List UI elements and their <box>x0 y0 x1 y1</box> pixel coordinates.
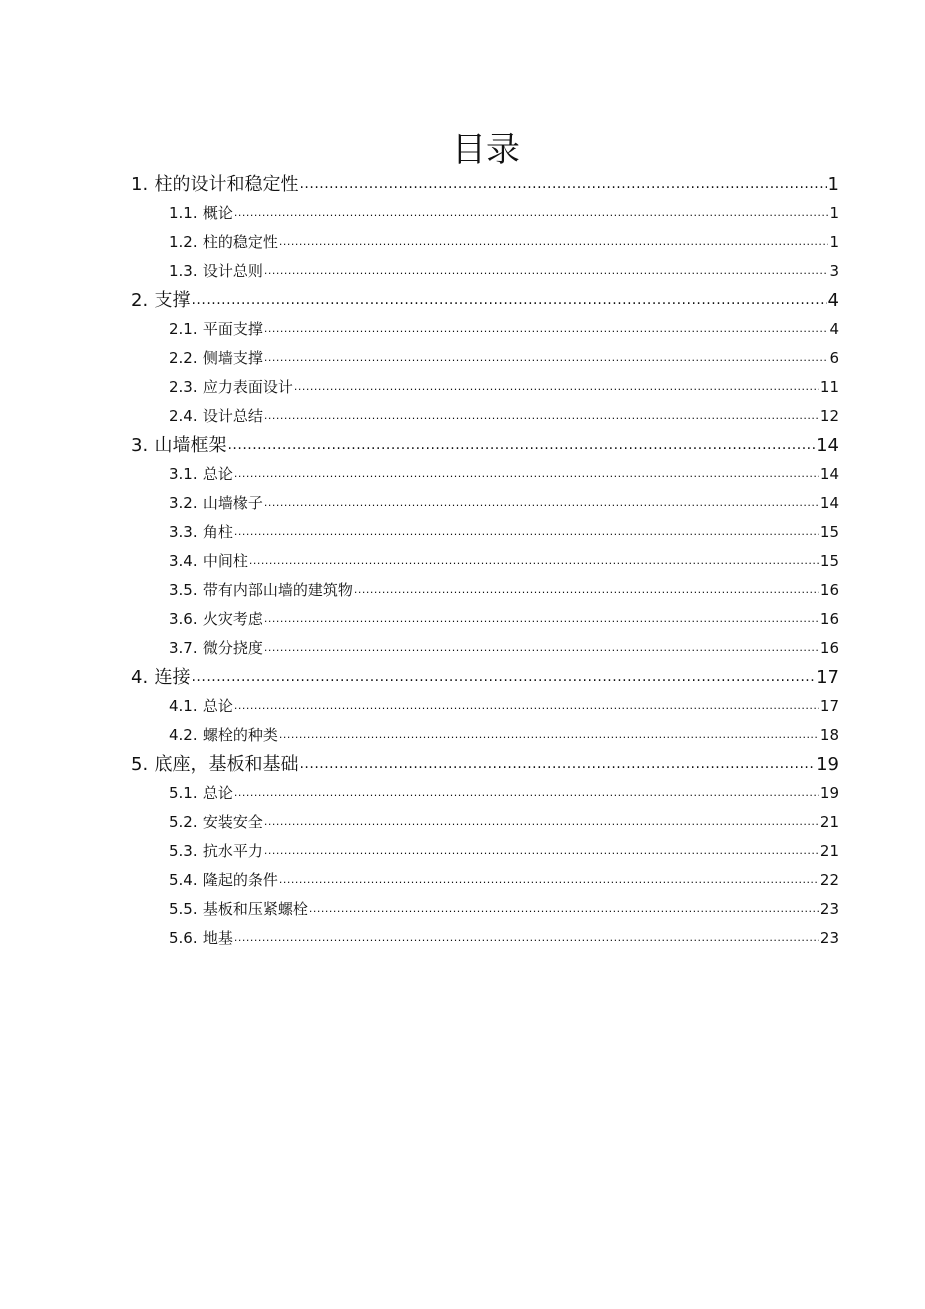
toc-entry-number: 2.4. <box>169 407 198 425</box>
toc-entry-number: 5.3. <box>169 842 198 860</box>
toc-entry-label: 山墙框架 <box>154 435 227 456</box>
toc-section-entry[interactable] <box>131 750 839 779</box>
toc-entry-number: 3.1. <box>169 465 198 483</box>
toc-section-entry[interactable] <box>131 431 839 460</box>
toc-entry-number: 3.5. <box>169 581 198 599</box>
toc-entry-number: 4.2. <box>169 726 198 744</box>
toc-entry-label: 角柱 <box>202 523 233 541</box>
toc-entry-label: 底座，基板和基础 <box>154 754 299 775</box>
toc-page-number: 3 <box>829 262 839 280</box>
toc-subsection-entry[interactable] <box>169 779 839 808</box>
toc-page-number: 22 <box>819 871 839 889</box>
toc-entry-label: 连接 <box>154 667 191 688</box>
toc-entry-number: 1.2. <box>169 233 198 251</box>
toc-dot-leader <box>234 777 819 807</box>
toc-entry-label: 应力表面设计 <box>202 378 293 396</box>
toc-entry-number: 1.3. <box>169 262 198 280</box>
toc-page-number: 4 <box>829 320 839 338</box>
toc-subsection-entry[interactable] <box>169 547 839 576</box>
toc-page-number: 23 <box>819 929 839 947</box>
toc-subsection-entry[interactable] <box>169 315 839 344</box>
toc-subsection-entry[interactable] <box>169 895 839 924</box>
toc-subsection-entry[interactable] <box>169 344 839 373</box>
toc-entry-label: 火灾考虑 <box>202 610 263 628</box>
toc-entry-number: 3. <box>131 435 149 456</box>
toc-dot-leader <box>264 835 819 865</box>
toc-page-number: 11 <box>819 378 839 396</box>
toc-dot-leader <box>264 313 829 343</box>
toc-entry-number: 3.2. <box>169 494 198 512</box>
toc-entry-label: 总论 <box>202 697 233 715</box>
toc-page-number: 1 <box>827 174 839 195</box>
toc-dot-leader <box>264 342 829 372</box>
toc-page-number: 19 <box>816 754 839 775</box>
toc-entry-label: 带有内部山墙的建筑物 <box>202 581 353 599</box>
toc-dot-leader <box>234 197 829 227</box>
toc-page-number: 21 <box>819 842 839 860</box>
toc-dot-leader <box>234 922 819 952</box>
toc-entry-label: 设计总结 <box>202 407 263 425</box>
toc-subsection-entry[interactable] <box>169 605 839 634</box>
toc-entry-number: 2.2. <box>169 349 198 367</box>
toc-section <box>0 170 925 286</box>
toc-entry-label: 侧墙支撑 <box>202 349 263 367</box>
toc-entry-label: 中间柱 <box>202 552 248 570</box>
toc-subsection-entry[interactable] <box>169 576 839 605</box>
toc-entry-number: 2.3. <box>169 378 198 396</box>
toc-entry-label: 微分挠度 <box>202 639 263 657</box>
toc-entry-label: 总论 <box>202 784 233 802</box>
toc-dot-leader <box>264 632 819 662</box>
toc-subsection-entry[interactable] <box>169 199 839 228</box>
toc-subsection-entry[interactable] <box>169 808 839 837</box>
toc-entry-label: 地基 <box>202 929 233 947</box>
toc-subsection-entry[interactable] <box>169 634 839 663</box>
toc-section <box>0 431 925 663</box>
toc-dot-leader <box>264 603 819 633</box>
toc-dot-leader <box>227 429 815 460</box>
page-title: 目录 <box>452 130 520 170</box>
toc-section-entry[interactable] <box>131 170 839 199</box>
toc-entry-label: 隆起的条件 <box>202 871 278 889</box>
toc-page-number: 23 <box>819 900 839 918</box>
toc-entry-number: 2.1. <box>169 320 198 338</box>
toc-dot-leader <box>354 574 819 604</box>
toc-dot-leader <box>309 893 819 923</box>
toc-page-number: 16 <box>819 581 839 599</box>
toc-entry-label: 平面支撑 <box>202 320 263 338</box>
toc-subsection-entry[interactable] <box>169 228 839 257</box>
toc-dot-leader <box>234 690 819 720</box>
toc-dot-leader <box>191 284 826 315</box>
toc-entry-number: 5.6. <box>169 929 198 947</box>
toc-subsection-entry[interactable] <box>169 837 839 866</box>
toc-dot-leader <box>249 545 819 575</box>
toc-entry-label: 螺栓的种类 <box>202 726 278 744</box>
toc-entry-number: 4.1. <box>169 697 198 715</box>
toc-page-number: 12 <box>819 407 839 425</box>
toc-entry-label: 抗水平力 <box>202 842 263 860</box>
toc-entry-label: 山墙椽子 <box>202 494 263 512</box>
toc-entry-label: 支撑 <box>154 290 191 311</box>
toc-page-number: 14 <box>819 494 839 512</box>
toc-dot-leader <box>234 516 819 546</box>
toc-page-number: 6 <box>829 349 839 367</box>
toc-page-number: 19 <box>819 784 839 802</box>
toc-entry-number: 1. <box>131 174 149 195</box>
toc-dot-leader <box>279 864 819 894</box>
toc-entry-number: 5.4. <box>169 871 198 889</box>
toc-page-number: 14 <box>816 435 839 456</box>
toc-entry-label: 柱的设计和稳定性 <box>154 174 299 195</box>
toc-page-number: 15 <box>819 552 839 570</box>
toc-entry-label: 概论 <box>202 204 233 222</box>
toc-page-number: 1 <box>829 204 839 222</box>
toc-subsection-entry[interactable] <box>169 518 839 547</box>
toc-page-number: 21 <box>819 813 839 831</box>
toc-entry-number: 1.1. <box>169 204 198 222</box>
toc-entry-number: 3.7. <box>169 639 198 657</box>
toc-page-number: 17 <box>816 667 839 688</box>
toc-dot-leader <box>264 487 819 517</box>
toc-dot-leader <box>279 226 829 256</box>
toc-subsection-entry[interactable] <box>169 489 839 518</box>
toc-entry-number: 5.1. <box>169 784 198 802</box>
toc-entry-number: 4. <box>131 667 149 688</box>
toc-subsection-entry[interactable] <box>169 402 839 431</box>
toc-dot-leader <box>279 719 819 749</box>
toc-entry-number: 2. <box>131 290 149 311</box>
toc-subsection-entry[interactable] <box>169 924 839 953</box>
table-of-contents <box>0 170 925 953</box>
toc-section <box>0 286 925 431</box>
toc-section <box>0 750 925 953</box>
toc-section-entry[interactable] <box>131 663 839 692</box>
toc-entry-number: 5. <box>131 754 149 775</box>
toc-page-number: 14 <box>819 465 839 483</box>
toc-entry-label: 设计总则 <box>202 262 263 280</box>
toc-subsection-entry[interactable] <box>169 866 839 895</box>
toc-page-number: 18 <box>819 726 839 744</box>
toc-dot-leader <box>299 748 815 779</box>
toc-page-number: 4 <box>827 290 839 311</box>
toc-section-entry[interactable] <box>131 286 839 315</box>
toc-entry-label: 安装安全 <box>202 813 263 831</box>
toc-subsection-entry[interactable] <box>169 373 839 402</box>
toc-subsection-entry[interactable] <box>169 460 839 489</box>
toc-entry-label: 总论 <box>202 465 233 483</box>
toc-dot-leader <box>234 458 819 488</box>
toc-page-number: 1 <box>829 233 839 251</box>
toc-page-number: 16 <box>819 639 839 657</box>
toc-dot-leader <box>264 255 829 285</box>
toc-page-number: 15 <box>819 523 839 541</box>
toc-subsection-entry[interactable] <box>169 721 839 750</box>
toc-dot-leader <box>191 661 815 692</box>
toc-entry-number: 3.6. <box>169 610 198 628</box>
toc-subsection-entry[interactable] <box>169 257 839 286</box>
toc-entry-number: 5.2. <box>169 813 198 831</box>
toc-entry-number: 3.3. <box>169 523 198 541</box>
toc-dot-leader <box>264 806 819 836</box>
toc-dot-leader <box>264 400 819 430</box>
toc-dot-leader <box>294 371 819 401</box>
toc-section <box>0 663 925 750</box>
toc-page-number: 16 <box>819 610 839 628</box>
toc-entry-number: 3.4. <box>169 552 198 570</box>
toc-entry-label: 柱的稳定性 <box>202 233 278 251</box>
toc-dot-leader <box>299 168 826 199</box>
toc-subsection-entry[interactable] <box>169 692 839 721</box>
toc-page-number: 17 <box>819 697 839 715</box>
toc-entry-label: 基板和压紧螺栓 <box>202 900 308 918</box>
toc-entry-number: 5.5. <box>169 900 198 918</box>
